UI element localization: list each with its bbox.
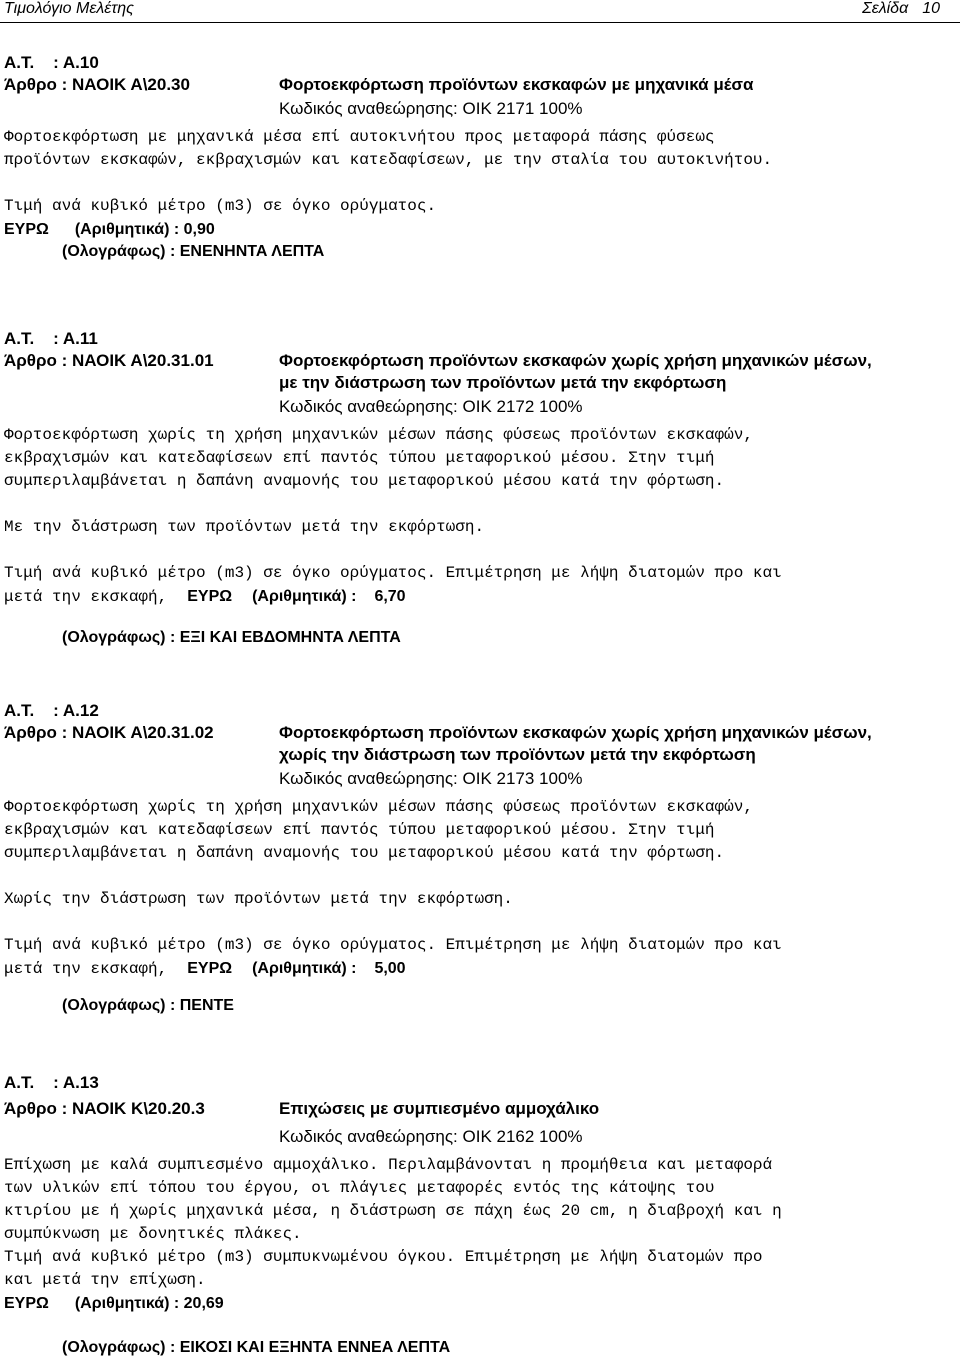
item-at: Α.Τ. : Α.10 <box>4 53 99 72</box>
price-item-a11 <box>4 328 956 649</box>
item-article: Άρθρο : ΝΑΟΙΚ Α\20.30 <box>4 75 190 94</box>
item-article-row <box>4 722 956 766</box>
item-unit-line: Τιμή ανά κυβικό μέτρο (m3) σε όγκο ορύγματος. Επιμέτρηση με λήψη διατομών προ και <box>4 564 782 582</box>
item-unit-line: Τιμή ανά κυβικό μέτρο (m3) σε όγκο ορύγματος. Επιμέτρηση με λήψη διατομών προ και <box>4 936 782 954</box>
item-article-row <box>4 1098 956 1120</box>
page-indicator <box>862 0 940 18</box>
item-price-words: (Ολογράφως) : ΠΕΝΤΕ <box>62 997 234 1014</box>
item-article: Άρθρο : ΝΑΟΙΚ Α\20.31.02 <box>4 723 214 742</box>
item-price-words: (Ολογράφως) : ΕΞΙ ΚΑΙ ΕΒΔΟΜΗΝΤΑ ΛΕΠΤΑ <box>62 629 401 646</box>
item-price: ΕΥΡΩ (Αριθμητικά) : 20,69 <box>4 1295 224 1312</box>
item-description: Φορτοεκφόρτωση χωρίς τη χρήση μηχανικών μέσων πάσης φύσεως προϊόντων εκσκαφών, εκβραχισμών και κατεδαφίσεων επί παντός τύπου μεταφορικού μέσου. Στην τιμή συμπεριλαμβάνεται η δαπάνη αναμονής του μεταφορικού μέσου κατά την φόρτωση. <box>4 426 753 490</box>
item-at: Α.Τ. : Α.11 <box>4 329 98 348</box>
item-article: Άρθρο : ΝΑΟΙΚ Κ\20.20.3 <box>4 1099 205 1118</box>
item-at: Α.Τ. : Α.12 <box>4 701 99 720</box>
item-title-line-1: Φορτοεκφόρτωση προϊόντων εκσκαφών χωρίς χρήση μηχανικών μέσων, <box>279 351 872 370</box>
item-unit-line-2: μετά την εκσκαφή, ΕΥΡΩ (Αριθμητικά) : 6,70 <box>4 588 406 606</box>
item-article-row <box>4 350 956 394</box>
item-extra: Με την διάστρωση των προϊόντων μετά την εκφόρτωση. <box>4 518 485 536</box>
item-unit-line-2: μετά την εκσκαφή, ΕΥΡΩ (Αριθμητικά) : 5,00 <box>4 960 406 978</box>
item-code: Κωδικός αναθεώρησης: ΟΙΚ 2171 100% <box>279 99 583 118</box>
document-title: Τιμολόγιο Μελέτης <box>4 0 134 17</box>
item-title-line-2: με την διάστρωση των προϊόντων μετά την εκφόρτωση <box>279 373 727 392</box>
item-title: Επιχώσεις με συμπιεσμένο αμμοχάλικο <box>279 1099 600 1118</box>
page-header <box>0 0 960 23</box>
item-article-row <box>4 74 956 96</box>
page-label: Σελίδα <box>862 0 909 17</box>
item-unit-line: Τιμή ανά κυβικό μέτρο (m3) σε όγκο ορύγματος. <box>4 197 437 215</box>
item-description: Φορτοεκφόρτωση χωρίς τη χρήση μηχανικών μέσων πάσης φύσεως προϊόντων εκσκαφών, εκβραχισμών και κατεδαφίσεων επί παντός τύπου μεταφορικού μέσου. Στην τιμή συμπεριλαμβάνεται η δαπάνη αναμονής του μεταφορικού μέσου κατά την φόρτωση. <box>4 798 753 862</box>
item-title-line-1: Φορτοεκφόρτωση προϊόντων εκσκαφών χωρίς χρήση μηχανικών μέσων, <box>279 723 872 742</box>
price-item-a12 <box>4 700 956 1017</box>
item-title: Φορτοεκφόρτωση προϊόντων εκσκαφών με μηχανικά μέσα <box>279 75 754 94</box>
item-code: Κωδικός αναθεώρησης: ΟΙΚ 2172 100% <box>279 397 583 416</box>
price-item-a10 <box>4 52 956 263</box>
item-price-words: (Ολογράφως) : ΕΝΕΝΗΝΤΑ ΛΕΠΤΑ <box>62 243 325 260</box>
item-code: Κωδικός αναθεώρησης: ΟΙΚ 2173 100% <box>279 769 583 788</box>
page-number: 10 <box>922 0 940 17</box>
item-description: Φορτοεκφόρτωση με μηχανικά μέσα επί αυτοκινήτου προς μεταφορά πάσης φύσεως προϊόντων εκσκαφών, εκβραχισμών και κατεδαφίσεων, με την σταλία του αυτοκινήτου. <box>4 128 773 169</box>
item-at: Α.Τ. : Α.13 <box>4 1073 99 1092</box>
item-article: Άρθρο : ΝΑΟΙΚ Α\20.31.01 <box>4 351 214 370</box>
item-price-words: (Ολογράφως) : ΕΙΚΟΣΙ ΚΑΙ ΕΞΗΝΤΑ ΕΝΝΕΑ ΛΕΠΤΑ <box>62 1339 451 1356</box>
item-extra: Χωρίς την διάστρωση των προϊόντων μετά την εκφόρτωση. <box>4 890 513 908</box>
item-price: ΕΥΡΩ (Αριθμητικά) : 0,90 <box>4 221 215 238</box>
item-title-line-2: χωρίς την διάστρωση των προϊόντων μετά την εκφόρτωση <box>279 745 756 764</box>
item-code: Κωδικός αναθεώρησης: ΟΙΚ 2162 100% <box>279 1127 583 1146</box>
price-item-a13 <box>4 1072 956 1359</box>
item-description: Επίχωση με καλά συμπιεσμένο αμμοχάλικο. Περιλαμβάνονται η προμήθεια και μεταφορά των υλικών επί τόπου του έργου, οι πλάγιες μεταφορές εντός της κάτοψης του κτιρίου με ή χωρίς μηχανικά μέσα, η διάστρωση σε πάχη έως 20 cm, η διαβροχή και η συμπύκνωση με δονητικές πλάκες. Τιμή ανά κυβικό μέτρο (m3) συμπυκνωμένου όγκου. Επιμέτρηση με λήψη διατομών προ και μετά την επίχωση. <box>4 1156 782 1289</box>
